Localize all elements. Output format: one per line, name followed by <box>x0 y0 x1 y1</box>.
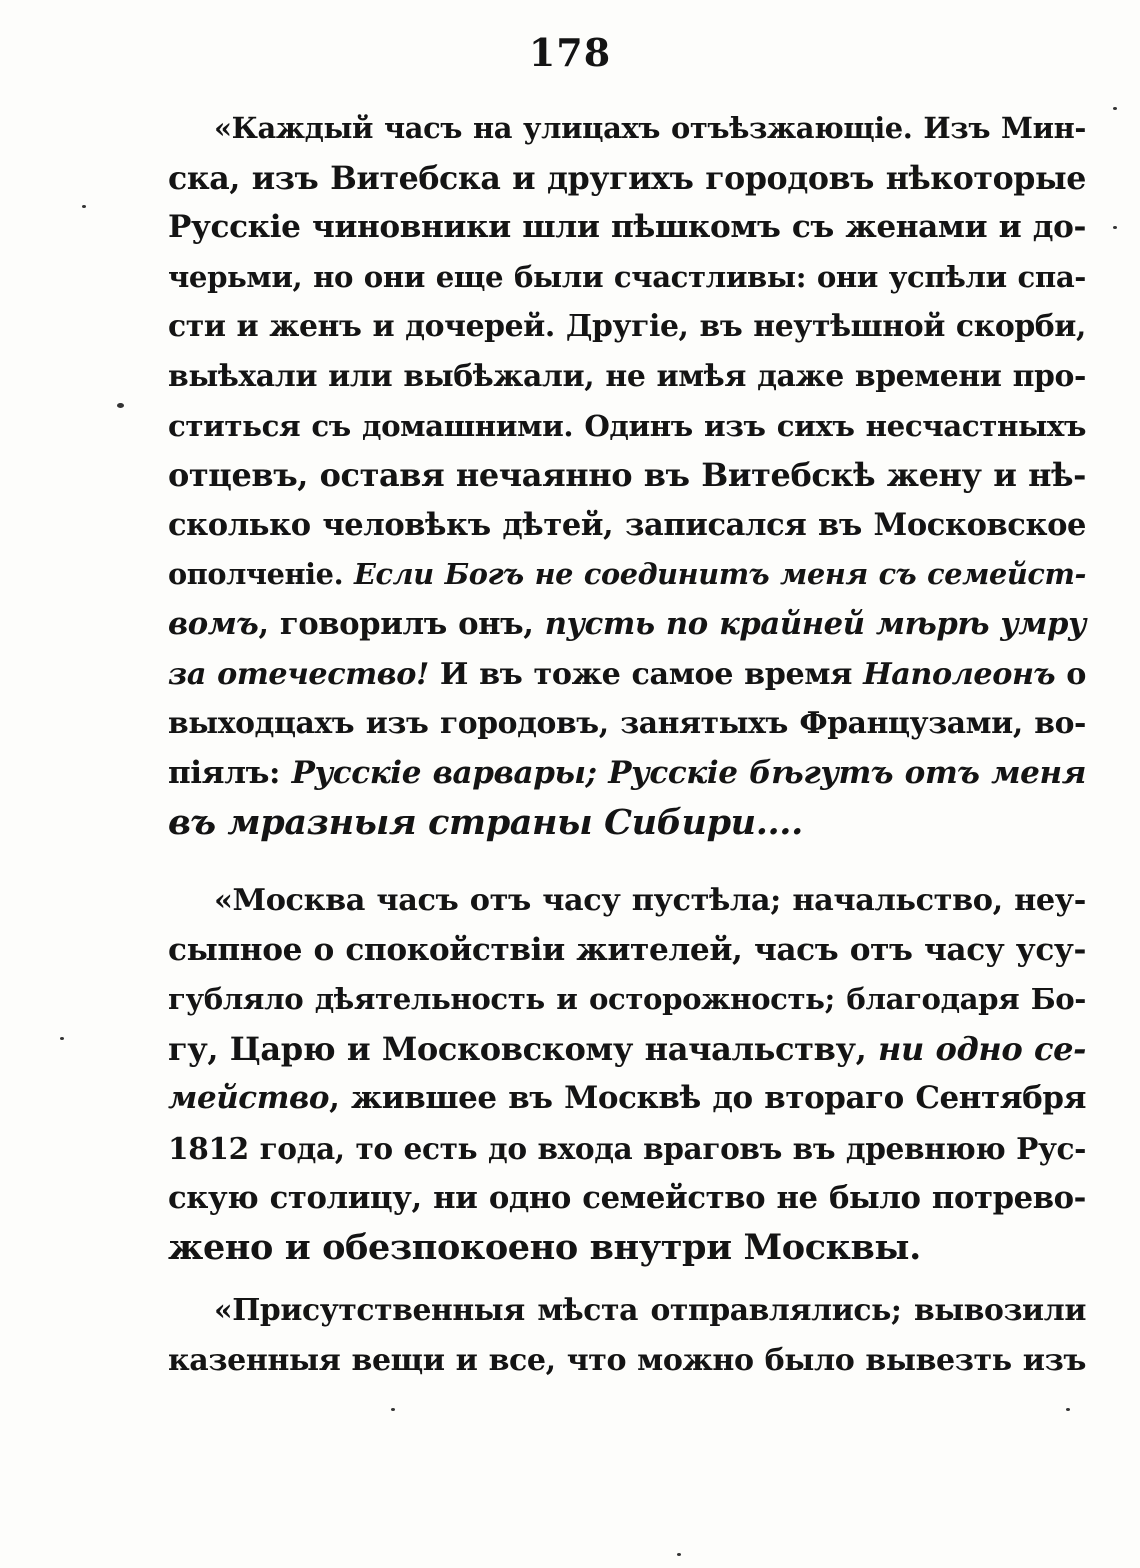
italic-quote: вомъ <box>168 605 259 642</box>
text-line: за отечество! И въ тоже самое время Наполеонъ о <box>168 656 1086 692</box>
text-line: гу, Царю и Московскому начальству, ни одно се- <box>168 1029 1086 1068</box>
italic-emphasis: ни одно се- <box>878 1029 1086 1068</box>
text-line <box>168 798 1086 848</box>
text-line: 1812 года, то есть до входа враговъ въ древнюю Рус- <box>168 1130 1086 1166</box>
text-line: сколько человѣкъ дѣтей, записался въ Московское <box>168 506 1086 543</box>
text-line: отцевъ, оставя нечаянно въ Витебскѣ жену и нѣ- <box>168 456 1086 495</box>
text-line: скую столицу, ни одно семейство не было потрево- <box>168 1179 1086 1216</box>
scan-speck <box>117 403 124 408</box>
italic-quote: въ мразныя страны Сибири.... <box>168 802 803 844</box>
text-line: выѣхали или выбѣжали, не имѣя даже времени про- <box>168 358 1086 394</box>
text-line: ополченіе. Если Богъ не соединитъ меня съ семейст- <box>168 557 1086 592</box>
scan-speck <box>677 1553 681 1556</box>
page-number: 178 <box>528 30 612 75</box>
scan-speck <box>60 1037 64 1040</box>
text-line: сыпное о спокойствіи жителей, часъ отъ часу усу- <box>168 931 1086 968</box>
text-line: сти и женъ и дочерей. Другіе, въ неутѣшной скорби, <box>168 309 1086 345</box>
paragraph-2 <box>168 876 1086 1273</box>
italic-quote: Если Богъ не соединитъ меня съ семейст- <box>354 557 1086 592</box>
scan-speck <box>1113 226 1117 229</box>
paragraph-1 <box>168 104 1086 848</box>
italic-quote: за отечество! <box>168 656 429 692</box>
paragraph-3 <box>168 1286 1086 1385</box>
text-line: черьми, но они еще были счастливы: они успѣли спа- <box>168 259 1086 294</box>
scan-speck <box>82 205 86 208</box>
scan-speck <box>1066 1408 1070 1411</box>
text-line: ститься съ домашними. Одинъ изъ сихъ несчастныхъ <box>168 408 1086 443</box>
italic-quote: пусть по крайней мѣрѣ умру <box>544 605 1086 642</box>
text-line: «Москва часъ отъ часу пустѣла; начальство, неу- <box>214 883 1086 918</box>
text-line: ска, изъ Витебска и другихъ городовъ нѣкоторые <box>168 159 1086 197</box>
text-line: піялъ: Русскіе варвары; Русскіе бѣгутъ отъ меня <box>168 754 1086 791</box>
text-line: Русскіе чиновники шли пѣшкомъ съ женами и до- <box>168 209 1086 246</box>
scan-speck <box>1113 107 1117 110</box>
text-line: «Присутственныя мѣста отправлялись; вывозили <box>214 1293 1086 1328</box>
text-line: мейство, жившее въ Москвѣ до втораго Сентября <box>168 1080 1086 1117</box>
italic-quote: Русскіе варвары; Русскіе бѣгутъ отъ меня <box>291 754 1086 791</box>
text-line: выходцахъ изъ городовъ, занятыхъ Французами, во- <box>168 706 1086 742</box>
text-line: губляло дѣятельность и осторожность; благодаря Бо- <box>168 982 1086 1017</box>
scan-speck <box>391 1408 395 1411</box>
text-line: казенныя вещи и все, что можно было вывезть изъ <box>168 1342 1086 1378</box>
text-line: жено и обезпокоено внутри Москвы. <box>168 1227 921 1269</box>
text-line: «Каждый часъ на улицахъ отъѣзжающіе. Изъ Мин- <box>214 111 1086 145</box>
italic-emphasis: мейство <box>168 1080 330 1117</box>
text-line: вомъ, говорилъ онъ, пусть по крайней мѣрѣ умру <box>168 605 1086 642</box>
italic-name: Наполеонъ <box>863 656 1056 692</box>
